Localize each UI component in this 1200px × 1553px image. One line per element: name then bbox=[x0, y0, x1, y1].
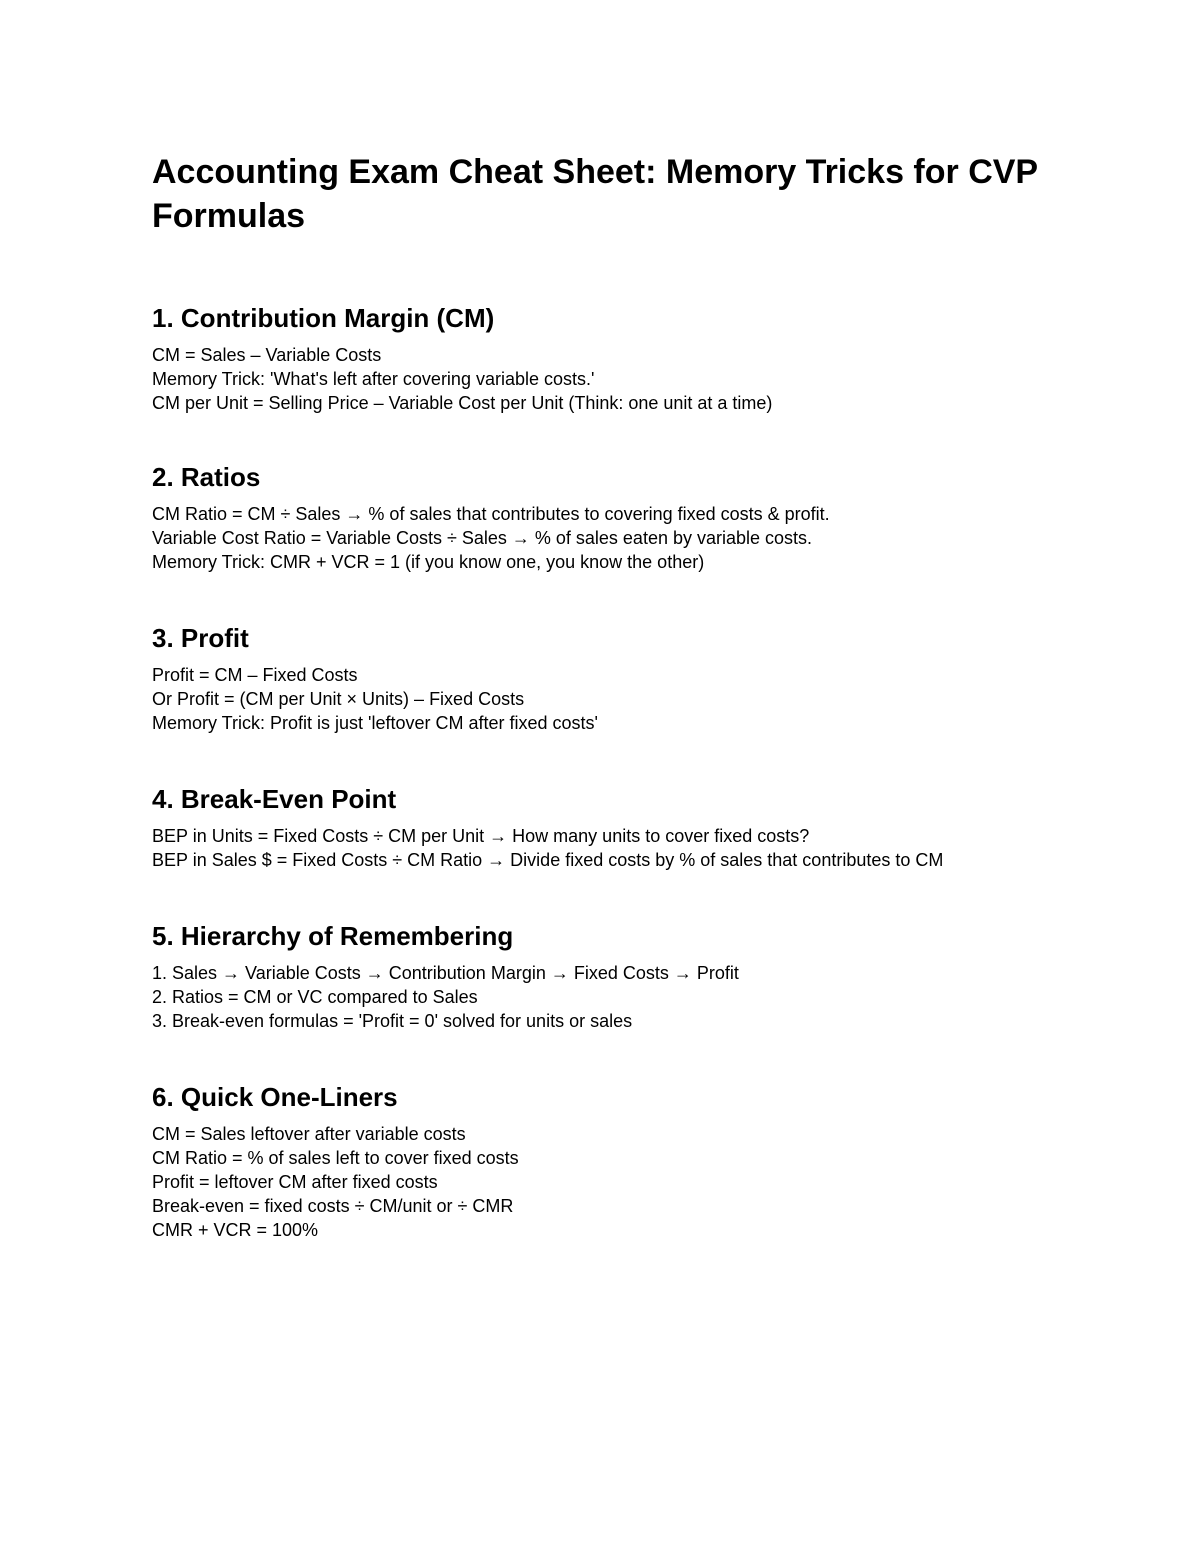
text-line: CM Ratio = CM ÷ Sales → % of sales that contributes to covering fixed costs & profit. bbox=[152, 504, 830, 524]
section-contribution-margin bbox=[152, 302, 1052, 415]
text-line: Profit = leftover CM after fixed costs bbox=[152, 1172, 438, 1192]
text-line: CM Ratio = % of sales left to cover fixed costs bbox=[152, 1148, 519, 1168]
text-line: 1. Sales → Variable Costs → Contribution Margin → Fixed Costs → Profit bbox=[152, 963, 739, 983]
section-heading: 6. Quick One-Liners bbox=[152, 1082, 398, 1112]
text-line: Profit = CM – Fixed Costs bbox=[152, 665, 358, 685]
section-heading: 4. Break-Even Point bbox=[152, 784, 397, 814]
section-heading: 3. Profit bbox=[152, 623, 249, 653]
text-line: Variable Cost Ratio = Variable Costs ÷ Sales → % of sales eaten by variable costs. bbox=[152, 528, 813, 548]
text-line: CM per Unit = Selling Price – Variable Cost per Unit (Think: one unit at a time) bbox=[152, 393, 773, 413]
section-heading: 5. Hierarchy of Remembering bbox=[152, 921, 514, 951]
text-line: Memory Trick: CMR + VCR = 1 (if you know one, you know the other) bbox=[152, 552, 705, 572]
section-ratios bbox=[152, 461, 1052, 574]
text-line: BEP in Units = Fixed Costs ÷ CM per Unit → How many units to cover fixed costs? bbox=[152, 826, 810, 846]
section-profit bbox=[152, 622, 1052, 735]
text-line: CM = Sales – Variable Costs bbox=[152, 345, 382, 365]
page-title: Accounting Exam Cheat Sheet: Memory Tricks for CVP Formulas bbox=[152, 153, 1038, 235]
section-hierarchy bbox=[152, 920, 1052, 1033]
section-one-liners bbox=[152, 1081, 1052, 1242]
text-line: BEP in Sales $ = Fixed Costs ÷ CM Ratio → Divide fixed costs by % of sales that contributes to CM bbox=[152, 850, 944, 870]
text-line: Memory Trick: 'What's left after covering variable costs.' bbox=[152, 369, 595, 389]
text-line: CM = Sales leftover after variable costs bbox=[152, 1124, 466, 1144]
section-heading: 2. Ratios bbox=[152, 462, 261, 492]
section-heading: 1. Contribution Margin (CM) bbox=[152, 303, 495, 333]
text-line: 2. Ratios = CM or VC compared to Sales bbox=[152, 987, 478, 1007]
text-line: Break-even = fixed costs ÷ CM/unit or ÷ CMR bbox=[152, 1196, 514, 1216]
text-line: Memory Trick: Profit is just 'leftover CM after fixed costs' bbox=[152, 713, 598, 733]
text-line: 3. Break-even formulas = 'Profit = 0' solved for units or sales bbox=[152, 1011, 633, 1031]
text-line: CMR + VCR = 100% bbox=[152, 1220, 319, 1240]
text-line: Or Profit = (CM per Unit × Units) – Fixed Costs bbox=[152, 689, 525, 709]
section-break-even bbox=[152, 783, 1052, 872]
document-page bbox=[152, 150, 1052, 1240]
